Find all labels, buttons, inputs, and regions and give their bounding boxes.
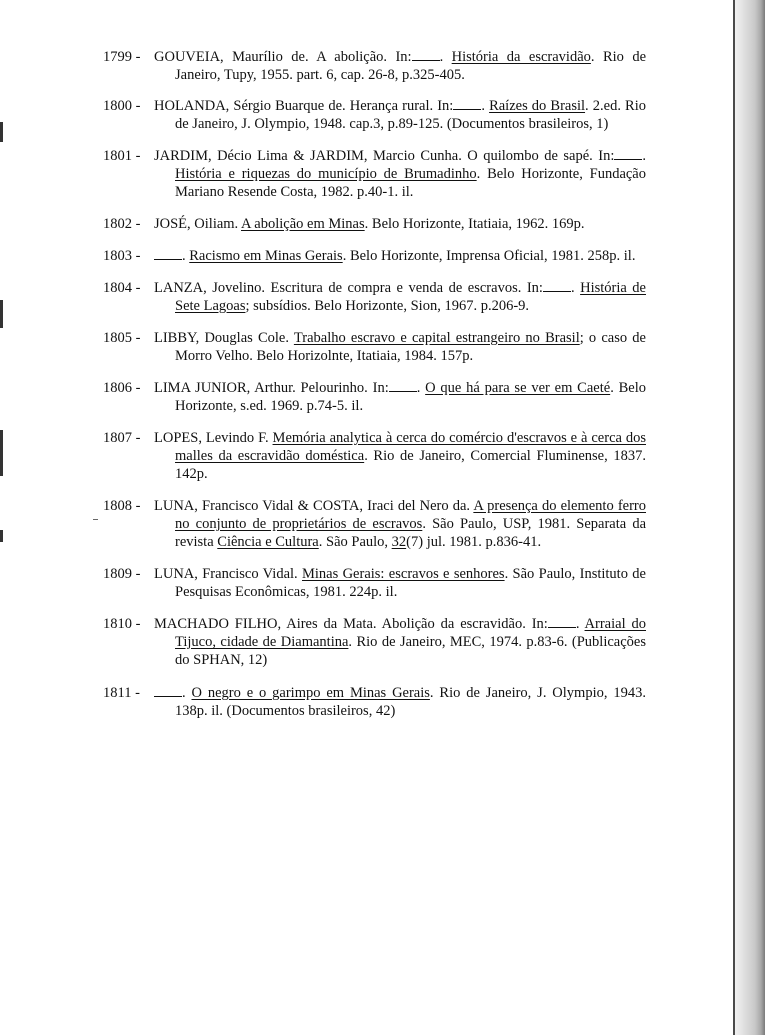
underlined-title: Minas Gerais: escravos e senhores [302, 566, 505, 582]
scan-margin-mark [0, 122, 3, 142]
citation-text: . [481, 98, 490, 114]
author-repeat-blank [548, 615, 576, 628]
bibliography-entry [103, 429, 646, 483]
citation-text: . Rio de Janeiro, Tupy, 1955. part. 6, cap. 26-8, p.325-405. [175, 49, 647, 83]
bibliography-entry [103, 215, 646, 233]
citation-text: LIMA JUNIOR, Arthur. Pelourinho. In: [154, 380, 389, 396]
bibliography-entry [103, 565, 646, 601]
citation-text: . Belo Horizonte, Itatiaia, 1962. 169p. [364, 216, 585, 232]
citation-text: . Rio de Janeiro, J. Olympio, 1943. 138p. il. (Documentos brasileiros, 42) [175, 685, 646, 719]
underlined-title: A abolição em Minas [241, 216, 365, 232]
citation-text: . [439, 49, 452, 65]
bibliography-entry [103, 329, 646, 365]
citation-text: LIBBY, Douglas Cole. [154, 330, 294, 346]
bibliography-list [103, 48, 646, 720]
citation-text: ; o caso de Morro Velho. Belo Horizolnte, Itatiaia, 1984. 157p. [175, 330, 646, 364]
entry-number: 1804 - [103, 280, 141, 296]
bibliography-entry [103, 684, 646, 720]
entry-citation [103, 615, 646, 669]
bibliography-entry [103, 497, 646, 551]
citation-text: . [416, 380, 426, 396]
underlined-title: Ciência e Cultura [217, 534, 319, 550]
entry-number: 1810 - [103, 616, 141, 632]
entry-number: 1805 - [103, 330, 141, 346]
author-repeat-blank [614, 147, 642, 160]
entry-citation [103, 684, 646, 720]
underlined-title: História da escravidão [451, 49, 591, 65]
scan-margin-mark [0, 300, 3, 328]
citation-text: LUNA, Francisco Vidal. [154, 566, 302, 582]
entry-number: 1802 - [103, 216, 141, 232]
underlined-title: História de Sete Lagoas [175, 280, 646, 314]
entry-number: 1801 - [103, 148, 141, 164]
citation-text: MACHADO FILHO, Aires da Mata. Abolição da escravidão. In: [154, 616, 548, 632]
citation-text: LOPES, Levindo F. [154, 430, 273, 446]
citation-text: JOSÉ, Oiliam. [154, 216, 242, 232]
scan-margin-mark [0, 530, 3, 542]
entry-citation [103, 215, 646, 233]
citation-text: . [642, 148, 646, 164]
citation-text: LUNA, Francisco Vidal & COSTA, Iraci del Nero da. [154, 498, 474, 514]
entry-citation [103, 565, 646, 601]
author-repeat-blank [389, 379, 417, 392]
citation-text: . [182, 685, 192, 701]
entry-citation [103, 247, 646, 265]
bibliography-entry [103, 247, 646, 265]
underlined-title: O que há para se ver em Caeté [425, 380, 611, 396]
underlined-title: Memória analytica à cerca do comércio d'escravos e à cerca dos malles da escravidão doméstica [175, 430, 646, 464]
underlined-title: A presença do elemento ferro no conjunto de proprietários de escravos [175, 498, 646, 532]
page-binding-shadow [733, 0, 765, 1035]
citation-text: . [570, 280, 581, 296]
citation-text: . Belo Horizonte, Imprensa Oficial, 1981. 258p. il. [342, 248, 636, 264]
entry-citation [103, 147, 646, 201]
bibliography-entry [103, 615, 646, 669]
underlined-title: 32 [391, 534, 407, 550]
underlined-title: Raízes do Brasil [489, 98, 586, 114]
underlined-title: Racismo em Minas Gerais [189, 248, 343, 264]
citation-text: GOUVEIA, Maurílio de. A abolição. In: [154, 49, 412, 65]
author-repeat-blank [154, 247, 182, 260]
entry-number: 1811 - [103, 685, 140, 701]
bibliography-entry [103, 279, 646, 315]
citation-text: . Rio de Janeiro, Comercial Fluminense, 1837. 142p. [175, 448, 646, 482]
citation-text: . Rio de Janeiro, MEC, 1974. p.83-6. (Publicações do SPHAN, 12) [175, 634, 647, 668]
underlined-title: Arraial do Tijuco, cidade de Diamantina [175, 616, 646, 650]
citation-text: . São Paulo, USP, 1981. Separata da revista [175, 516, 647, 550]
bibliography-entry [103, 379, 646, 415]
entry-number: 1800 - [103, 98, 141, 114]
author-repeat-blank [453, 97, 481, 110]
underlined-title: Trabalho escravo e capital estrangeiro no Brasil [293, 330, 580, 346]
citation-text: (7) jul. 1981. p.836-41. [406, 534, 542, 550]
citation-text: JARDIM, Décio Lima & JARDIM, Marcio Cunha. O quilombo de sapé. In: [154, 148, 615, 164]
citation-text: LANZA, Jovelino. Escritura de compra e venda de escravos. In: [154, 280, 543, 296]
citation-text: . 2.ed. Rio de Janeiro, J. Olympio, 1948. cap.3, p.89-125. (Documentos brasileiros, 1) [175, 98, 647, 132]
entry-citation [103, 329, 646, 365]
page-edge-line [733, 0, 735, 1035]
entry-citation [103, 97, 646, 133]
entry-citation [103, 48, 646, 84]
entry-number: 1808 - [103, 498, 141, 514]
citation-text: . São Paulo, [318, 534, 392, 550]
author-repeat-blank [412, 48, 440, 61]
citation-text: . [182, 248, 190, 264]
citation-text: . São Paulo, Instituto de Pesquisas Econômicas, 1981. 224p. il. [175, 566, 646, 600]
entry-citation [103, 379, 646, 415]
underlined-title: O negro e o garimpo em Minas Gerais [191, 685, 430, 701]
bibliography-entry [103, 48, 646, 84]
entry-citation [103, 429, 646, 483]
entry-number: 1807 - [103, 430, 141, 446]
bibliography-entry [103, 97, 646, 133]
underlined-title: História e riquezas do município de Brumadinho [175, 166, 477, 182]
bibliography-entry [103, 147, 646, 201]
citation-text: . Belo Horizonte, s.ed. 1969. p.74-5. il. [175, 380, 647, 414]
citation-text: . [575, 616, 585, 632]
author-repeat-blank [154, 684, 182, 697]
scan-margin-mark [0, 430, 3, 476]
citation-text: . Belo Horizonte, Fundação Mariano Resende Costa, 1982. p.40-1. il. [175, 166, 646, 200]
citation-text: ; subsídios. Belo Horizonte, Sion, 1967. p.206-9. [245, 298, 530, 314]
entry-number: 1809 - [103, 566, 141, 582]
entry-number: 1803 - [103, 248, 141, 264]
citation-text: HOLANDA, Sérgio Buarque de. Herança rural. In: [154, 98, 454, 114]
entry-number: 1799 - [103, 49, 141, 65]
entry-number: 1806 - [103, 380, 141, 396]
entry-citation [103, 279, 646, 315]
entry-citation [103, 497, 646, 551]
author-repeat-blank [543, 279, 571, 292]
scan-speck [93, 519, 98, 520]
